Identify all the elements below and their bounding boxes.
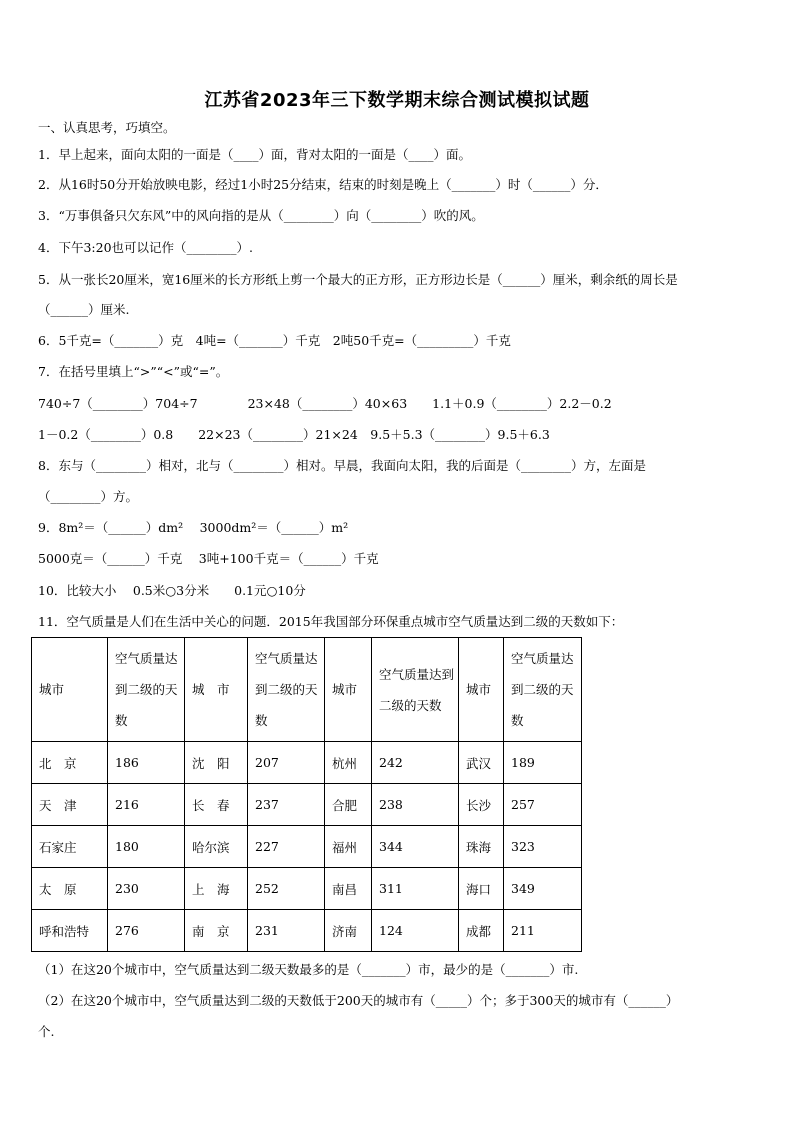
days-cell: 323 xyxy=(504,826,582,868)
city-cell: 哈尔滨 xyxy=(185,826,248,868)
days-cell: 227 xyxy=(248,826,325,868)
header-city: 城市 xyxy=(32,638,108,742)
question-9-line-2: 5000克＝（______）千克 3吨+100千克＝（______）千克 xyxy=(38,551,379,566)
header-days: 空气质量达到二级的天数 xyxy=(248,638,325,742)
question-6: 6．5千克=（_______）克 4吨=（_______）千克 2吨50千克=（_________）千克 xyxy=(38,333,511,348)
days-cell: 349 xyxy=(504,868,582,910)
table-row xyxy=(32,742,582,784)
days-cell: 230 xyxy=(108,868,185,910)
question-1: 1．早上起来，面向太阳的一面是（____）面，背对太阳的一面是（____）面。 xyxy=(38,147,471,162)
header-city: 城 市 xyxy=(185,638,248,742)
question-7: 7．在括号里填上“>”“<”或“=”。 xyxy=(38,364,229,379)
city-cell: 南昌 xyxy=(325,868,372,910)
section-heading: 一、认真思考，巧填空。 xyxy=(38,120,176,135)
question-11: 11．空气质量是人们在生活中关心的问题．2015年我国部分环保重点城市空气质量达到二级的天数如下： xyxy=(38,614,624,629)
header-city: 城市 xyxy=(325,638,372,742)
days-cell: 231 xyxy=(248,910,325,952)
table-header-row xyxy=(32,638,582,742)
city-cell: 上 海 xyxy=(185,868,248,910)
days-cell: 257 xyxy=(504,784,582,826)
city-cell: 长 春 xyxy=(185,784,248,826)
table-row xyxy=(32,784,582,826)
question-9-line-1: 9．8m²＝（______）dm² 3000dm²＝（______）m² xyxy=(38,520,349,535)
page-title: 江苏省2023年三下数学期末综合测试模拟试题 xyxy=(204,90,590,111)
city-cell: 呼和浩特 xyxy=(32,910,108,952)
days-cell: 207 xyxy=(248,742,325,784)
header-days: 空气质量达到二级的天数 xyxy=(504,638,582,742)
days-cell: 216 xyxy=(108,784,185,826)
table-row xyxy=(32,868,582,910)
city-cell: 北 京 xyxy=(32,742,108,784)
question-8-line-2: （________）方。 xyxy=(38,489,139,504)
days-cell: 276 xyxy=(108,910,185,952)
city-cell: 武汉 xyxy=(459,742,504,784)
question-7-row-1: 740÷7（________）704÷7 23×48（________）40×63 1.1＋0.9（________）2.2－0.2 xyxy=(38,396,612,411)
question-2: 2．从16时50分开始放映电影，经过1小时25分结束，结束的时刻是晚上（_______）时（______）分． xyxy=(38,177,608,192)
days-cell: 237 xyxy=(248,784,325,826)
days-cell: 211 xyxy=(504,910,582,952)
city-cell: 成都 xyxy=(459,910,504,952)
city-cell: 济南 xyxy=(325,910,372,952)
city-cell: 石家庄 xyxy=(32,826,108,868)
header-days: 空气质量达到二级的天数 xyxy=(108,638,185,742)
question-8-line-1: 8．东与（________）相对，北与（________）相对。早晨，我面向太阳，我的后面是（________）方，左面是 xyxy=(38,458,646,473)
question-3: 3．“万事俱备只欠东风”中的风向指的是从（________）向（________）吹的风。 xyxy=(38,208,484,223)
days-cell: 180 xyxy=(108,826,185,868)
city-cell: 福州 xyxy=(325,826,372,868)
city-cell: 合肥 xyxy=(325,784,372,826)
city-cell: 沈 阳 xyxy=(185,742,248,784)
subquestion-2-line-2: 个. xyxy=(38,1024,55,1039)
city-cell: 长沙 xyxy=(459,784,504,826)
subquestion-1: （1）在这20个城市中，空气质量达到二级天数最多的是（_______）市，最少的是（_______）市. xyxy=(38,962,579,977)
days-cell: 189 xyxy=(504,742,582,784)
days-cell: 344 xyxy=(372,826,459,868)
question-4: 4．下午3:20也可以记作（________）. xyxy=(38,240,253,255)
days-cell: 311 xyxy=(372,868,459,910)
question-7-row-2: 1－0.2（________）0.8 22×23（________）21×24 9.5＋5.3（________）9.5＋6.3 xyxy=(38,427,550,442)
table-row xyxy=(32,910,582,952)
days-cell: 252 xyxy=(248,868,325,910)
table-row xyxy=(32,826,582,868)
question-10: 10．比较大小 0.5米○3分米 0.1元○10分 xyxy=(38,583,306,598)
days-cell: 124 xyxy=(372,910,459,952)
days-cell: 186 xyxy=(108,742,185,784)
question-5-line-2: （______）厘米. xyxy=(38,302,130,317)
days-cell: 238 xyxy=(372,784,459,826)
header-days: 空气质量达到二级的天数 xyxy=(372,638,459,742)
city-cell: 海口 xyxy=(459,868,504,910)
question-5-line-1: 5．从一张长20厘米，宽16厘米的长方形纸上剪一个最大的正方形，正方形边长是（______）厘米，剩余纸的周长是 xyxy=(38,272,678,287)
days-cell: 242 xyxy=(372,742,459,784)
city-cell: 珠海 xyxy=(459,826,504,868)
city-cell: 杭州 xyxy=(325,742,372,784)
city-cell: 天 津 xyxy=(32,784,108,826)
city-cell: 南 京 xyxy=(185,910,248,952)
header-city: 城市 xyxy=(459,638,504,742)
air-quality-table xyxy=(31,637,582,952)
city-cell: 太 原 xyxy=(32,868,108,910)
subquestion-2-line-1: （2）在这20个城市中，空气质量达到二级的天数低于200天的城市有（_____）个；多于300天的城市有（______） xyxy=(38,993,679,1008)
